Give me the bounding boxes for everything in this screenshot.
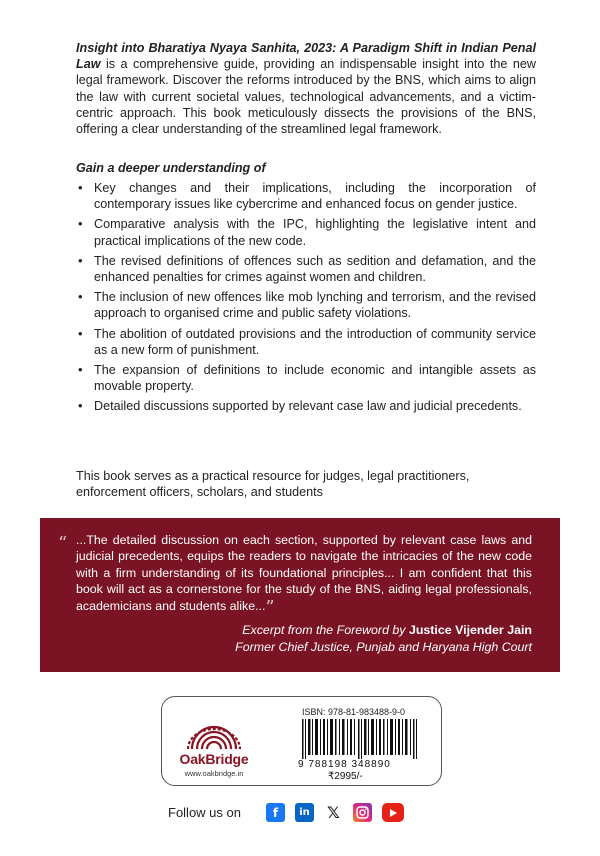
quote-attribution <box>235 622 532 655</box>
instagram-icon[interactable] <box>353 803 372 822</box>
list-item: • The inclusion of new offences like mob lynching and terrorism, and the revised approach to organised crime and public safety violations. <box>76 289 536 321</box>
list-item: • The expansion of definitions to include economic and intangible assets as movable property. <box>76 362 536 394</box>
barcode <box>302 719 420 759</box>
barcode-digits: 9 788198 348890 <box>298 759 391 770</box>
logo-wordmark: OakBridge <box>179 751 249 767</box>
gain-heading: Gain a deeper understanding of <box>76 161 266 175</box>
list-item: • Comparative analysis with the IPC, highlighting the legislative intent and practical implications of the new code. <box>76 216 536 248</box>
book-title: Insight into Bharatiya Nyaya Sanhita, 2023: A Paradigm Shift in Indian Penal Law <box>76 41 536 72</box>
foreword-quote: “ ...The detailed discussion on each section, supported by relevant case laws and judicial precedents, equips the readers to navigate the intricacies of the new code with a firm understanding of its foundational principles... I am confident that this book will act as a cornerstone for the study of the BNS, aiding legal professionals, academicians and students alike...” <box>58 533 532 618</box>
intro-body: is a comprehensive guide, providing an indispensable insight into the new legal framework. Discover the reforms introduced by the BNS, which aims to align the law with current societal values, technological advancements, and a victim-centric approach. This book meticulously dissects the provisions of the BNS, offering a clear understanding of the streamlined legal framework. <box>76 57 536 137</box>
x-icon[interactable]: 𝕏 <box>324 803 343 822</box>
youtube-icon[interactable] <box>382 803 404 822</box>
logo-rings-icon <box>174 707 254 753</box>
attribution-title: Former Chief Justice, Punjab and Haryana High Court <box>235 639 532 654</box>
publisher-info-box <box>161 696 442 786</box>
list-item: • The revised definitions of offences such as sedition and defamation, and the enhanced penalties for crimes against women and children. <box>76 253 536 285</box>
feature-list <box>76 180 536 419</box>
intro-paragraph <box>76 40 536 137</box>
publisher-website[interactable]: www.oakbridge.in <box>184 769 244 778</box>
follow-us-label: Follow us on <box>168 805 241 820</box>
attribution-name: Justice Vijender Jain <box>408 623 532 637</box>
isbn-label: ISBN: 978-81-983488-9-0 <box>302 707 406 717</box>
list-item: • The abolition of outdated provisions and the introduction of community service as a new form of punishment. <box>76 326 536 358</box>
close-quote-mark: ” <box>265 596 275 618</box>
foreword-quote-band <box>40 518 560 672</box>
attribution-prefix: Excerpt from the Foreword by <box>242 623 409 637</box>
quote-body: ...The detailed discussion on each section, supported by relevant case laws and judicial precedents, equips the readers to navigate the intricacies of the new code with a firm understanding of its foundational principles... I am confident that this book will act as a cornerstone for the study of the BNS, aiding legal professionals, academicians and students alike... <box>76 533 532 613</box>
list-item: • Detailed discussions supported by relevant case law and judicial precedents. <box>76 398 536 414</box>
linkedin-icon[interactable]: in <box>295 803 314 822</box>
closing-paragraph: This book serves as a practical resource for judges, legal practitioners, enforcement officers, scholars, and students <box>76 469 470 500</box>
list-item: • Key changes and their implications, including the incorporation of contemporary issues like cybercrime and enhanced focus on gender justice. <box>76 180 536 212</box>
social-links <box>266 803 404 822</box>
facebook-icon[interactable]: f <box>266 803 285 822</box>
publisher-logo <box>174 707 254 779</box>
price-tag: ₹2995/- <box>328 771 363 782</box>
